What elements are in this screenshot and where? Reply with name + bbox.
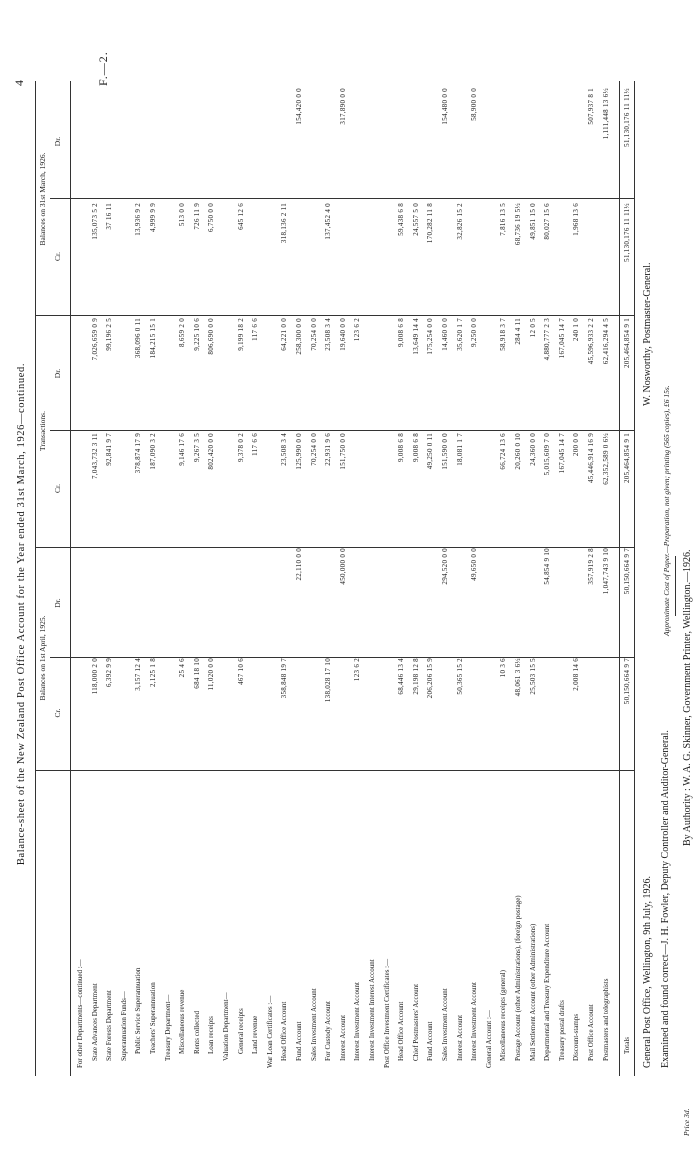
cell-c3: 645 12 6 bbox=[236, 203, 245, 230]
table-row bbox=[441, 78, 449, 1068]
totals-row bbox=[623, 78, 631, 1068]
table-row bbox=[514, 78, 522, 1068]
footer-examined: Examined and found correct—J. H. Fowler, Deputy Controller and Auditor-General. bbox=[660, 730, 671, 1068]
footer-short-rule bbox=[675, 556, 676, 616]
totals-dr-3: 51,130,176 11 11½ bbox=[623, 88, 631, 147]
row-label: War Loan Certificates :— bbox=[265, 995, 274, 1068]
row-label: Head Office Account bbox=[397, 1001, 406, 1061]
col-header-dr-1: Dr. bbox=[53, 598, 62, 608]
cell-c1: 2,125 1 8 bbox=[149, 658, 157, 687]
table-row bbox=[295, 78, 303, 1068]
cell-d2: 35,620 1 7 bbox=[455, 318, 464, 351]
totals-dr-1: 50,150,664 9 7 bbox=[623, 548, 631, 595]
row-label: Chief Postmasters' Account bbox=[411, 983, 420, 1061]
totals-bottom-rule bbox=[634, 81, 635, 1076]
cell-c1: 123 6 2 bbox=[353, 658, 362, 682]
cell-d3: 317,890 0 0 bbox=[338, 88, 347, 125]
footer-cost: Approximate Cost of Paper.—Preparation, not given; printing (565 copies), £6 15s. bbox=[662, 385, 671, 636]
row-label: Interest Account bbox=[338, 1014, 347, 1061]
cell-d1: 1,047,743 9 10 bbox=[601, 548, 610, 595]
table-row bbox=[91, 78, 99, 1068]
row-label: Miscellaneous revenue bbox=[178, 989, 187, 1054]
row-label: Post Office Account bbox=[587, 1004, 595, 1061]
cell-c2: 45,446,914 16 9 bbox=[587, 433, 595, 483]
table-row bbox=[353, 78, 361, 1068]
cell-c3: 4,999 9 9 bbox=[149, 203, 157, 232]
cell-c2: 23,508 3 4 bbox=[280, 433, 289, 466]
cell-c1: 684 18 10 bbox=[192, 658, 201, 689]
col-header-cr-2: Cr. bbox=[53, 484, 62, 493]
cell-d3: 154,480 0 0 bbox=[441, 88, 449, 125]
row-label: Discount-stamps bbox=[572, 1013, 581, 1061]
cell-c1: 467 10 6 bbox=[236, 658, 245, 685]
row-label: Fund Account bbox=[295, 1021, 303, 1061]
group-header-closing: Balances on 31st March, 1926. bbox=[38, 152, 47, 246]
cell-d1: 357,919 2 8 bbox=[587, 548, 595, 585]
page-number: 4 bbox=[12, 80, 26, 86]
cell-c3: 6,750 0 0 bbox=[207, 203, 216, 232]
cell-d3: 58,900 0 0 bbox=[470, 88, 479, 121]
table-row bbox=[499, 78, 507, 1068]
table-row bbox=[529, 78, 537, 1068]
cell-c1: 138,028 17 10 bbox=[324, 658, 333, 703]
cell-c1: 68,446 13 4 bbox=[397, 658, 406, 695]
row-label: Rents collected bbox=[192, 1011, 201, 1054]
row-label: Interest Investment Account bbox=[353, 982, 362, 1061]
document-reference: F.—2. bbox=[96, 51, 110, 86]
row-label: Post Office Investment Certificates :— bbox=[382, 958, 391, 1068]
cell-d2: 117 6 6 bbox=[251, 318, 260, 341]
row-label: Postmasters and telegraphists bbox=[601, 978, 610, 1061]
cell-d2: 9,225 10 6 bbox=[192, 318, 201, 351]
row-label: Mail Settlement Account (other Administrations) bbox=[528, 923, 537, 1061]
cell-d2: 123 6 2 bbox=[353, 318, 362, 342]
cell-c1: 50,365 15 2 bbox=[455, 658, 464, 695]
cell-c2: 70,254 0 0 bbox=[309, 433, 318, 466]
table-row bbox=[587, 78, 595, 1068]
cell-c2: 24,360 0 0 bbox=[528, 433, 537, 466]
cell-d2: 13,649 14 4 bbox=[411, 318, 420, 355]
table-row bbox=[543, 78, 551, 1068]
row-label: Treasury Department— bbox=[163, 994, 172, 1061]
cell-c3: 1,968 13 6 bbox=[572, 203, 581, 236]
cell-c2: 9,008 6 8 bbox=[397, 433, 406, 462]
row-label: Treasury postal drafts bbox=[557, 1000, 566, 1061]
table-row bbox=[134, 78, 142, 1068]
col-header-cr-3: Cr. bbox=[53, 252, 62, 261]
totals-top-rule bbox=[619, 81, 620, 1076]
cell-d2: 64,221 0 0 bbox=[280, 318, 289, 351]
cell-c2: 187,090 3 2 bbox=[149, 433, 157, 470]
totals-cr-2: 205,464,854 9 1 bbox=[623, 433, 631, 483]
group-header-opening: Balances on 1st April, 1925. bbox=[38, 615, 47, 701]
table-row bbox=[164, 78, 172, 1068]
page-title: Balance-sheet of the New Zealand Post Office Account for the Year ended 31st March, 1926—continued. bbox=[16, 362, 27, 866]
cell-c3: 68,736 19 5½ bbox=[514, 203, 522, 246]
totals-cr-3: 51,130,176 11 11½ bbox=[623, 203, 631, 262]
cell-d1: 450,000 0 0 bbox=[338, 548, 347, 585]
table-row bbox=[426, 78, 434, 1068]
cell-c1: 118,000 2 0 bbox=[90, 658, 99, 695]
cell-c1: 206,206 15 9 bbox=[426, 658, 435, 699]
cell-c2: 20,260 0 10 bbox=[514, 433, 522, 470]
cell-d1: 49,650 0 0 bbox=[470, 548, 479, 581]
cell-d2: 167,045 14 7 bbox=[557, 318, 566, 359]
cell-d2: 58,918 3 7 bbox=[499, 318, 508, 351]
cell-d2: 368,096 0 11 bbox=[134, 318, 143, 359]
col-header-dr-2: Dr. bbox=[53, 368, 62, 379]
cell-c3: 32,826 15 2 bbox=[455, 203, 464, 240]
row-label: Superannuation Funds— bbox=[119, 991, 128, 1061]
cell-c1: 6,392 9 9 bbox=[105, 658, 114, 687]
table-row bbox=[76, 78, 84, 1068]
cell-d2: 9,250 0 0 bbox=[470, 318, 479, 347]
row-label: Fund Account bbox=[426, 1021, 435, 1061]
cell-c1: 25 4 6 bbox=[178, 658, 187, 678]
cell-d3: 1,111,448 13 6½ bbox=[601, 88, 610, 140]
table-row bbox=[251, 78, 259, 1068]
table-row bbox=[310, 78, 318, 1068]
cell-d2: 258,300 0 0 bbox=[295, 318, 303, 355]
cell-c2: 7,043,732 3 11 bbox=[90, 433, 99, 479]
table-row bbox=[237, 78, 245, 1068]
row-label: Head Office Account bbox=[280, 1001, 289, 1061]
cell-d1: 22,110 0 0 bbox=[295, 548, 303, 581]
cell-c3: 80,027 15 6 bbox=[543, 203, 552, 240]
footer-authority: By Authority : W. A. G. Skinner, Government Printer, Wellington.—1926. bbox=[682, 549, 693, 846]
cell-c3: 59,438 6 8 bbox=[397, 203, 406, 236]
cell-d2: 62,416,294 4 5 bbox=[601, 318, 610, 365]
cell-c2: 92,841 9 7 bbox=[105, 433, 114, 466]
row-label: Public Service Superannuation bbox=[134, 967, 143, 1054]
row-label: Sales Investment Account bbox=[441, 988, 449, 1061]
table-row bbox=[339, 78, 347, 1068]
cell-c1: 29,198 12 8 bbox=[411, 658, 420, 695]
cell-c3: 7,816 13 5 bbox=[499, 203, 508, 236]
header-bottom-rule bbox=[70, 81, 71, 1076]
cell-c2: 200 0 0 bbox=[572, 433, 581, 457]
cell-d2: 806,690 0 0 bbox=[207, 318, 216, 355]
cell-c2: 9,378 0 2 bbox=[236, 433, 245, 462]
cell-c2: 62,352,589 0 6½ bbox=[601, 433, 610, 485]
row-label: Interest Account bbox=[455, 1014, 464, 1061]
cell-c2: 151,750 0 0 bbox=[338, 433, 347, 470]
cell-c3: 137,452 4 0 bbox=[324, 203, 333, 240]
table-row bbox=[207, 78, 215, 1068]
cell-d3: 154,420 0 0 bbox=[295, 88, 303, 125]
cell-c3: 513 0 0 bbox=[178, 203, 187, 227]
cell-d2: 19,640 0 0 bbox=[338, 318, 347, 351]
cell-d2: 7,026,659 0 9 bbox=[90, 318, 99, 361]
table-row bbox=[105, 78, 113, 1068]
cell-d2: 284 4 11 bbox=[514, 318, 522, 345]
row-label: Miscellaneous receipts (general) bbox=[499, 970, 508, 1061]
table-row bbox=[266, 78, 274, 1068]
cell-d2: 99,196 2 5 bbox=[105, 318, 114, 351]
footer-signer: W. Nosworthy, Postmaster-General. bbox=[642, 262, 653, 406]
cell-d2: 9,199 18 2 bbox=[236, 318, 245, 351]
cell-d2: 14,460 0 0 bbox=[441, 318, 449, 351]
footer-price: Price 3d. bbox=[682, 1108, 691, 1136]
row-label: Departmental and Treasury Expenditure Account bbox=[543, 923, 552, 1061]
cell-c1: 10 3 6 bbox=[499, 658, 508, 678]
cell-c2: 9,146 17 6 bbox=[178, 433, 187, 466]
cell-c1: 3,157 12 4 bbox=[134, 658, 143, 691]
row-label: State Forests Department bbox=[105, 990, 114, 1061]
table-row bbox=[222, 78, 230, 1068]
cell-c1: 48,061 3 6½ bbox=[514, 658, 522, 697]
row-label: General Account :— bbox=[484, 1010, 493, 1068]
cell-c3: 135,073 5 2 bbox=[90, 203, 99, 240]
table-row bbox=[120, 78, 128, 1068]
cell-d2: 45,596,933 2 2 bbox=[587, 318, 595, 365]
row-label: State Advances Department bbox=[90, 983, 99, 1061]
row-label: Postage Account (other Administrations), (foreign postage) bbox=[514, 895, 522, 1061]
cell-d1: 294,520 0 0 bbox=[441, 548, 449, 585]
row-label: For Custody Account bbox=[324, 1001, 333, 1061]
col-header-dr-3: Dr. bbox=[53, 136, 62, 147]
cell-c2: 9,008 6 8 bbox=[411, 433, 420, 462]
totals-cr-1: 50,150,664 9 7 bbox=[623, 658, 631, 705]
cell-c2: 117 6 6 bbox=[251, 433, 260, 456]
cell-c2: 18,081 1 7 bbox=[455, 433, 464, 466]
cell-d2: 184,215 15 1 bbox=[149, 318, 157, 359]
cell-c1: 2,008 14 6 bbox=[572, 658, 581, 691]
row-label: Loan receipts bbox=[207, 1016, 216, 1054]
table-row bbox=[368, 78, 376, 1068]
cell-c3: 24,557 5 0 bbox=[411, 203, 420, 236]
cell-d1: 54,854 9 10 bbox=[543, 548, 552, 585]
row-label: Interest Investment Account bbox=[470, 982, 479, 1061]
cell-c2: 22,931 9 6 bbox=[324, 433, 333, 466]
table-row bbox=[193, 78, 201, 1068]
cell-c2: 9,267 3 5 bbox=[192, 433, 201, 462]
cell-c1: 358,848 19 7 bbox=[280, 658, 289, 699]
footer-office: General Post Office, Wellington, 9th July, 1926. bbox=[642, 875, 653, 1068]
cell-c2: 125,990 0 0 bbox=[295, 433, 303, 470]
table-row bbox=[470, 78, 478, 1068]
cell-d2: 240 1 0 bbox=[572, 318, 581, 342]
table-row bbox=[383, 78, 391, 1068]
cell-c2: 66,724 13 6 bbox=[499, 433, 508, 470]
row-label: Valuation Department— bbox=[222, 992, 230, 1061]
table-row bbox=[149, 78, 157, 1068]
totals-dr-2: 205,464,854 9 1 bbox=[623, 318, 631, 368]
cell-c2: 378,874 17 9 bbox=[134, 433, 143, 474]
table-row bbox=[485, 78, 493, 1068]
row-label: Teachers' Superannuation bbox=[149, 982, 157, 1054]
row-label: General receipts bbox=[236, 1008, 245, 1054]
cell-c3: 170,282 11 8 bbox=[426, 203, 435, 244]
table-row bbox=[558, 78, 566, 1068]
header-top-rule bbox=[35, 81, 36, 1076]
cell-c1: 25,503 15 5 bbox=[528, 658, 537, 695]
cell-c3: 13,936 9 2 bbox=[134, 203, 143, 236]
cell-c2: 167,045 14 7 bbox=[557, 433, 566, 474]
cell-d2: 70,254 0 0 bbox=[309, 318, 318, 351]
table-row bbox=[456, 78, 464, 1068]
cell-d2: 9,008 6 8 bbox=[397, 318, 406, 347]
cell-c1: 11,020 0 0 bbox=[207, 658, 216, 691]
cell-c2: 151,590 0 0 bbox=[441, 433, 449, 470]
cell-c3: 726 11 9 bbox=[192, 203, 201, 230]
cell-c3: 37 16 11 bbox=[105, 203, 114, 230]
table-row bbox=[324, 78, 332, 1068]
table-row bbox=[602, 78, 610, 1068]
cell-d2: 23,508 3 4 bbox=[324, 318, 333, 351]
cell-d3: 507,937 8 1 bbox=[587, 88, 595, 125]
table-row bbox=[397, 78, 405, 1068]
cell-d2: 4,880,777 2 3 bbox=[543, 318, 552, 361]
cell-c2: 802,420 0 0 bbox=[207, 433, 216, 470]
totals-label: Totals bbox=[623, 1036, 631, 1054]
cell-d2: 12 0 5 bbox=[528, 318, 537, 338]
group-header-transactions: Transactions. bbox=[38, 411, 47, 451]
col-header-cr-1: Cr. bbox=[53, 708, 62, 718]
row-label: Sales Investment Account bbox=[309, 988, 318, 1061]
table-row bbox=[280, 78, 288, 1068]
cell-c2: 49,250 0 11 bbox=[426, 433, 435, 470]
cell-d2: 8,659 2 0 bbox=[178, 318, 187, 347]
table-row bbox=[412, 78, 420, 1068]
cell-d2: 175,254 0 0 bbox=[426, 318, 435, 355]
row-label: Interest Investment Interest Account bbox=[368, 959, 376, 1061]
table-row bbox=[178, 78, 186, 1068]
cell-c3: 318,136 2 11 bbox=[280, 203, 289, 244]
table-row bbox=[572, 78, 580, 1068]
cell-c2: 5,015,609 7 0 bbox=[543, 433, 552, 476]
row-label: Land revenue bbox=[251, 1015, 260, 1054]
cell-c3: 49,851 15 0 bbox=[528, 203, 537, 240]
row-label: For other Departments—continued :— bbox=[76, 959, 84, 1068]
